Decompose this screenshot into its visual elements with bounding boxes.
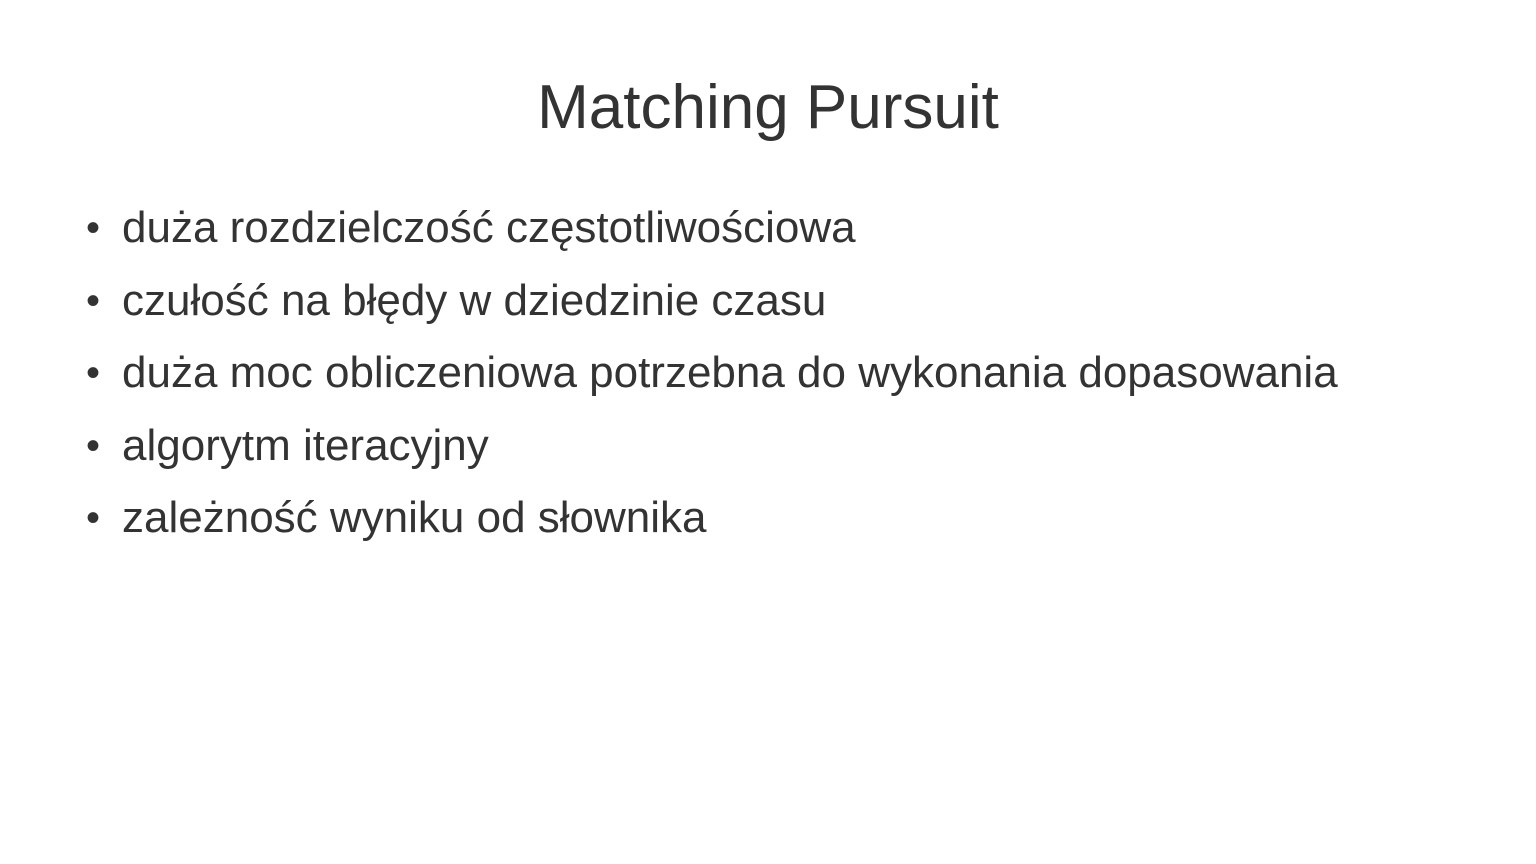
bullet-text: czułość na błędy w dziedzinie czasu xyxy=(122,275,827,325)
bullet-item xyxy=(86,198,1338,271)
bullet-item xyxy=(86,488,1338,561)
bullet-icon: • xyxy=(86,351,101,395)
bullet-text: algorytm iteracyjny xyxy=(122,420,489,470)
bullet-item xyxy=(86,271,1338,344)
bullet-item xyxy=(86,343,1338,416)
bullet-list xyxy=(86,198,1338,561)
bullet-icon: • xyxy=(86,206,101,250)
bullet-icon: • xyxy=(86,423,101,468)
bullet-text: duża rozdzielczość częstotliwościowa xyxy=(122,203,856,252)
bullet-icon: • xyxy=(86,278,101,323)
bullet-item xyxy=(86,416,1338,489)
bullet-text: duża moc obliczeniowa potrzebna do wykonania dopasowania xyxy=(122,348,1338,397)
bullet-text: zależność wyniku od słownika xyxy=(122,493,707,542)
bullet-icon: • xyxy=(86,496,101,540)
slide-title: Matching Pursuit xyxy=(537,73,999,142)
